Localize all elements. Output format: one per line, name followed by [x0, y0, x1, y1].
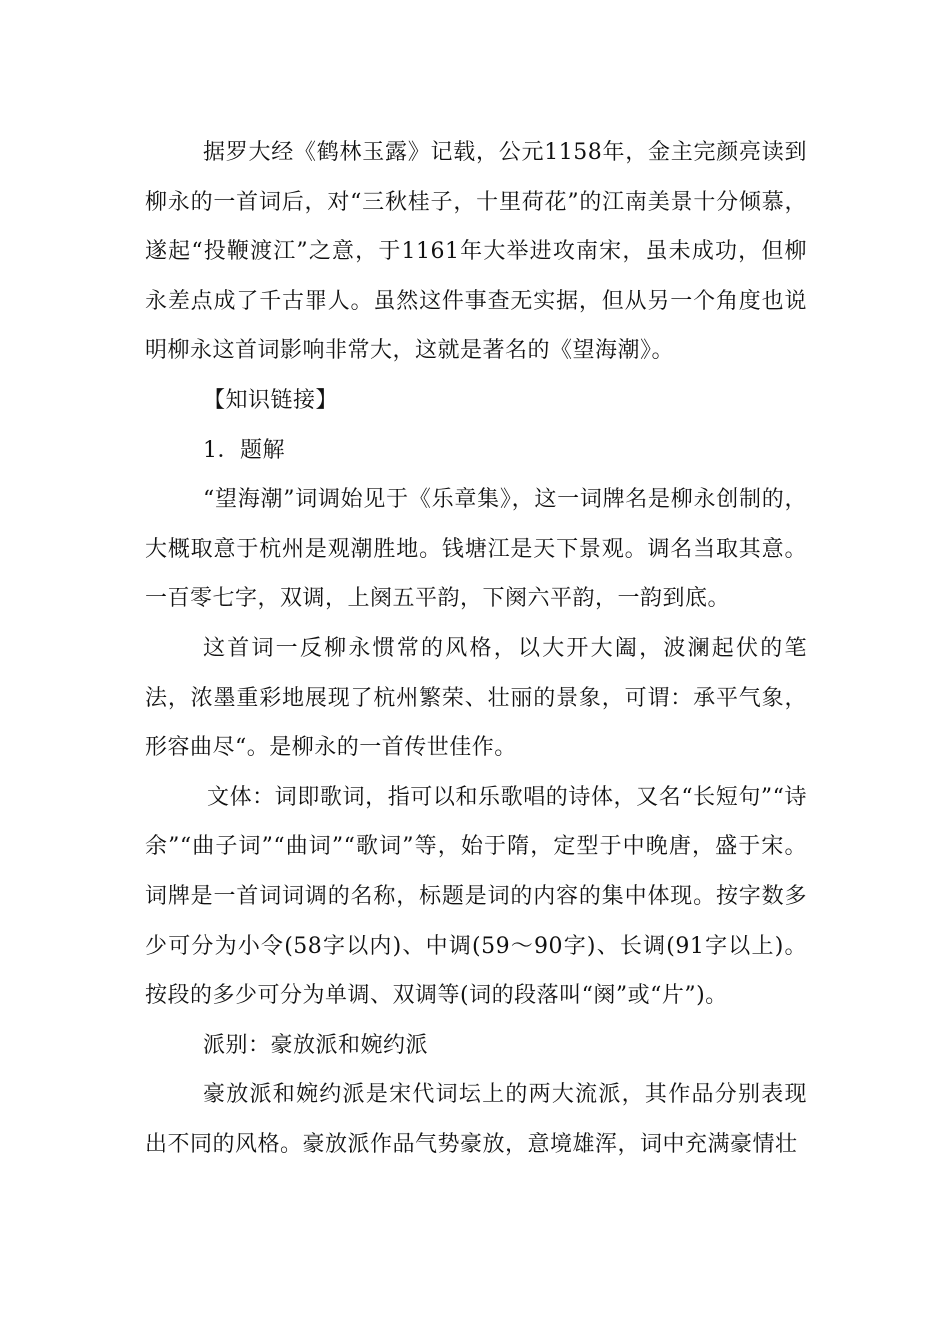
section-heading-knowledge-link: 【知识链接】	[203, 387, 339, 413]
document-page	[145, 128, 807, 1169]
paragraph-title-origin: “望海潮”词调始见于《乐章集》，这一词牌名是柳永创制的，大概取意于杭州是观潮胜地。钱塘江是天下景观。调名当取其意。一百零七字，双调，上阕五平韵，下阕六平韵，一韵到底。	[145, 487, 807, 612]
subheading-title-explanation: 1．题解	[203, 437, 285, 463]
paragraph-schools-heading: 派别：豪放派和婉约派	[203, 1032, 429, 1058]
paragraph-intro: 据罗大经《鹤林玉露》记载，公元1158年，金主完颜亮读到柳永的一首词后，对“三秋桂子，十里荷花”的江南美景十分倾慕，遂起“投鞭渡江”之意，于1161年大举进攻南宋，虽未成功，但柳永差点成了千古罪人。虽然这件事查无实据，但从另一个角度也说明柳永这首词影响非常大，这就是著名的《望海潮》。	[145, 140, 807, 364]
paragraph-style: 这首词一反柳永惯常的风格，以大开大阖，波澜起伏的笔法，浓墨重彩地展现了杭州繁荣、壮丽的景象，可谓：承平气象，形容曲尽“。是柳永的一首传世佳作。	[145, 635, 807, 761]
paragraph-schools: 豪放派和婉约派是宋代词坛上的两大流派，其作品分别表现出不同的风格。豪放派作品气势豪放，意境雄浑，词中充满豪情壮	[145, 1082, 807, 1157]
paragraph-genre: 文体：词即歌词，指可以和乐歌唱的诗体，又名“长短句”“诗余”“曲子词”“曲词”“歌词”等，始于隋，定型于中晚唐，盛于宋。词牌是一首词词调的名称，标题是词的内容的集中体现。按字数多少可分为小令(58字以内)、中调(59～90字)、长调(91字以上)。按段的多少可分为单调、双调等(词的段落叫“阕”或“片”)。	[145, 784, 807, 1009]
